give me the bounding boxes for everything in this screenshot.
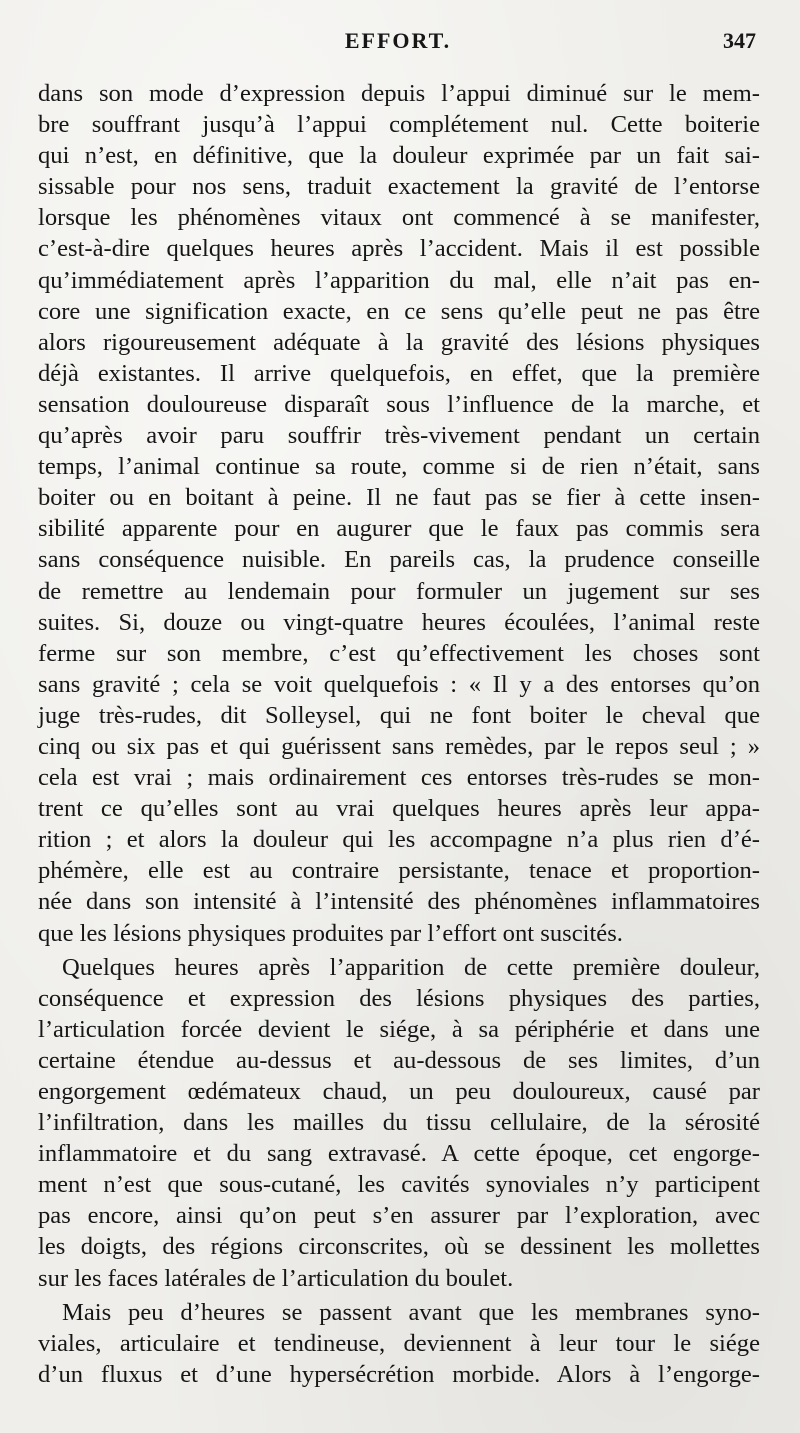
- text-line: suites. Si, douze ou vingt-quatre heures écoulées, l’animal reste: [38, 608, 760, 636]
- text-line: déjà existantes. Il arrive quelquefois, en effet, que la première: [38, 359, 760, 387]
- text-line: temps, l’animal continue sa route, comme si de rien n’était, sans: [38, 453, 760, 481]
- running-title: EFFORT.: [344, 28, 452, 53]
- text-line: Quelques heures après l’apparition de cette première douleur,: [62, 953, 760, 981]
- text-line: c’est-à-dire quelques heures après l’accident. Mais il est possible: [38, 235, 760, 263]
- text-line: qu’immédiatement après l’apparition du mal, elle n’ait pas en-: [38, 266, 760, 294]
- text-line: les doigts, des régions circonscrites, où se dessinent les mollettes: [38, 1233, 760, 1261]
- text-line: inflammatoire et du sang extravasé. A cette époque, cet engorge-: [38, 1140, 760, 1168]
- text-line: de remettre au lendemain pour formuler un jugement sur ses: [38, 577, 760, 605]
- text-line: ment n’est que sous-cutané, les cavités synoviales n’y participent: [38, 1171, 760, 1199]
- text-line: sur les faces latérales de l’articulation du boulet.: [38, 1264, 514, 1292]
- text-line: trent ce qu’elles sont au vrai quelques heures après leur appa-: [38, 795, 760, 823]
- text-line: l’infiltration, dans les mailles du tissu cellulaire, de la sérosité: [38, 1109, 760, 1137]
- text-line: que les lésions physiques produites par l’effort ont suscités.: [38, 919, 623, 947]
- text-line: l’articulation forcée devient le siége, à sa périphérie et dans une: [38, 1015, 760, 1043]
- text-line: juge très-rudes, dit Solleysel, qui ne font boiter le cheval que: [38, 701, 760, 729]
- text-line: sans gravité ; cela se voit quelquefois : « Il y a des entorses qu’on: [38, 670, 760, 698]
- body-text: [38, 78, 760, 1390]
- paragraph-3: [38, 1297, 760, 1390]
- text-line: cinq ou six pas et qui guérissent sans remèdes, par le repos seul ; »: [38, 732, 760, 760]
- text-line: qu’après avoir paru souffrir très-vivement pendant un certain: [38, 422, 760, 450]
- text-line: sans conséquence nuisible. En pareils cas, la prudence conseille: [38, 546, 760, 574]
- text-line: d’un fluxus et d’une hypersécrétion morbide. Alors à l’engorge-: [38, 1360, 760, 1388]
- text-line: née dans son intensité à l’intensité des phénomènes inflammatoires: [38, 888, 760, 916]
- text-line: ferme sur son membre, c’est qu’effectivement les choses sont: [38, 639, 760, 667]
- text-line: bre souffrant jusqu’à l’appui complétement nul. Cette boiterie: [38, 111, 760, 139]
- text-line: pas encore, ainsi qu’on peut s’en assurer par l’exploration, avec: [38, 1202, 760, 1230]
- text-line: dans son mode d’expression depuis l’appui diminué sur le mem-: [38, 80, 760, 107]
- page-number: 347: [723, 28, 756, 53]
- text-line: certaine étendue au-dessus et au-dessous de ses limites, d’un: [38, 1046, 760, 1074]
- paragraph-1: [38, 78, 760, 949]
- text-line: core une signification exacte, en ce sens qu’elle peut ne pas être: [38, 297, 760, 325]
- text-line: rition ; et alors la douleur qui les accompagne n’a plus rien d’é-: [38, 826, 760, 854]
- text-line: phémère, elle est au contraire persistante, tenace et proportion-: [38, 857, 760, 885]
- text-line: alors rigoureusement adéquate à la gravité des lésions physiques: [38, 328, 760, 356]
- text-line: engorgement œdémateux chaud, un peu douloureux, causé par: [38, 1078, 760, 1105]
- text-line: boiter ou en boitant à peine. Il ne faut pas se fier à cette insen-: [38, 484, 760, 512]
- text-line: conséquence et expression des lésions physiques des parties,: [38, 984, 760, 1012]
- text-line: sensation douloureuse disparaît sous l’influence de la marche, et: [38, 390, 760, 418]
- text-line: viales, articulaire et tendineuse, deviennent à leur tour le siége: [38, 1329, 760, 1357]
- text-line: sissable pour nos sens, traduit exactement la gravité de l’entorse: [38, 173, 760, 201]
- text-line: lorsque les phénomènes vitaux ont commencé à se manifester,: [38, 204, 760, 232]
- text-line: Mais peu d’heures se passent avant que les membranes syno-: [62, 1298, 760, 1326]
- text-line: cela est vrai ; mais ordinairement ces entorses très-rudes se mon-: [38, 764, 760, 792]
- paragraph-2: [38, 952, 760, 1294]
- text-line: qui n’est, en définitive, que la douleur exprimée par un fait sai-: [38, 142, 760, 170]
- text-line: sibilité apparente pour en augurer que le faux pas commis sera: [38, 515, 760, 543]
- page-header: [40, 28, 756, 62]
